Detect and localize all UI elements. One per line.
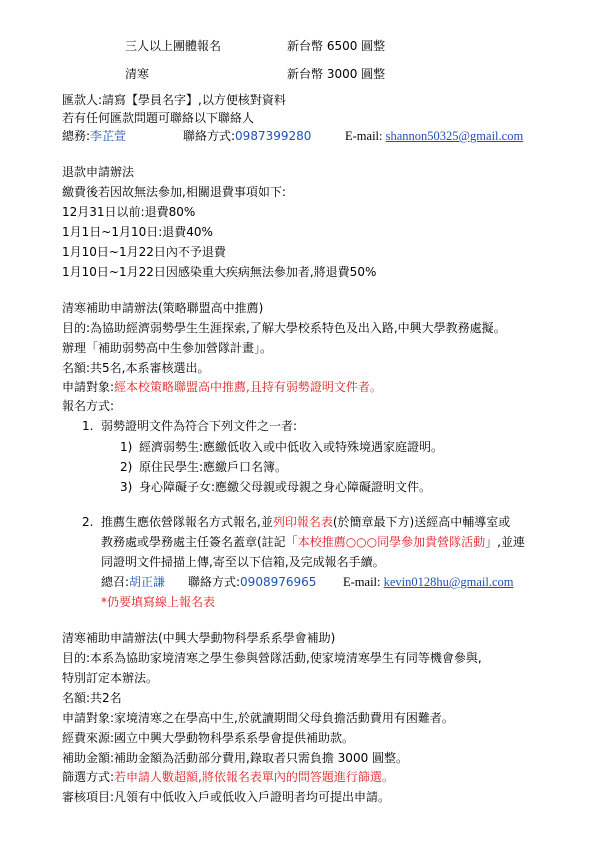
phone-prefix: 聯絡方式: xyxy=(188,575,241,589)
remit-email xyxy=(345,130,523,143)
contact-name: 胡正謙 xyxy=(129,575,166,589)
subsidy2-review: 審核項目:凡領有中低收入戶或低收入戶證明者均可提出申請。 xyxy=(62,790,391,804)
text-segment: 推薦生應依營隊報名方式報名,並 xyxy=(101,515,273,529)
refund-title: 退款申請辦法 xyxy=(62,165,135,179)
poor-fee-price: 新台幣 3000 圓整 xyxy=(287,67,386,81)
subsidy1-purpose: 目的:為協助經濟弱勢學生生涯探索,了解大學校系特色及出入路,中興大學教務處擬。 xyxy=(62,321,506,335)
sublist-number: 3) xyxy=(120,480,133,494)
poor-fee-label: 清寒 xyxy=(125,67,150,81)
target-value: 經本校策略聯盟高中推薦,且持有弱勢證明文件者。 xyxy=(114,380,382,394)
list-item: 弱勢證明文件為符合下列文件之一者: xyxy=(101,419,298,433)
subsidy2-amount: 補助金額:補助金額為活動部分費用,錄取者只需負擔 3000 圓整。 xyxy=(62,751,409,765)
email-prefix: E-mail: xyxy=(343,575,381,589)
phone-number: 0987399280 xyxy=(235,129,312,143)
sublist-item: 經濟弱勢生:應繳低收入或中低收入或特殊境遇家庭證明。 xyxy=(139,440,444,454)
subsidy1-contact xyxy=(101,576,165,588)
sublist-item: 原住民學生:應繳戶口名簿。 xyxy=(139,460,288,474)
list-number: 2. xyxy=(82,515,94,529)
text-segment: 」,並連 xyxy=(485,535,525,549)
email-prefix: E-mail: xyxy=(345,129,383,143)
list-number: 1. xyxy=(82,419,94,433)
subsidy2-purpose-2: 特別訂定本辦法。 xyxy=(62,671,159,685)
list-item-line xyxy=(101,516,510,528)
text-segment: 教務處或學務處主任簽名蓋章(註記「 xyxy=(101,535,298,549)
subsidy1-note: *仍要填寫線上報名表 xyxy=(101,595,216,609)
list-item-line xyxy=(101,536,525,548)
subsidy1-program: 辦理「補助弱勢高中生參加營隊計畫」。 xyxy=(62,341,273,355)
subsidy1-method-title: 報名方式: xyxy=(62,399,115,413)
email-link[interactable]: kevin0128hu@gmail.com xyxy=(383,575,514,589)
remit-contact-row xyxy=(62,130,126,142)
contact-prefix: 總務: xyxy=(62,129,91,143)
list-item-line: 同證明文件掃描上傳,寄至以下信箱,及完成報名手續。 xyxy=(101,555,385,569)
subsidy2-title: 清寒補助申請辦法(中興大學動物科學系系學會補助) xyxy=(62,631,336,645)
contact-name: 李芷萱 xyxy=(90,129,127,143)
text-segment: (於簡章最下方)送經高中輔導室或 xyxy=(332,515,511,529)
subsidy1-phone xyxy=(188,576,316,588)
refund-item: 1月10日~1月22日內不予退費 xyxy=(62,245,226,259)
print-form-highlight: 列印報名表 xyxy=(272,515,333,529)
subsidy1-quota: 名額:共5名,本系審核選出。 xyxy=(62,361,210,375)
recommend-note-highlight: 本校推薦○○○同學參加貴營隊活動 xyxy=(297,535,486,549)
subsidy2-quota: 名額:共2名 xyxy=(62,691,122,705)
remit-line-1: 匯款人:請寫【學員名字】,以方便核對資料 xyxy=(62,93,286,107)
subsidy2-target: 申請對象:家境清寒之在學高中生,於就讀期間父母負擔活動費用有困難者。 xyxy=(62,711,454,725)
target-label: 申請對象: xyxy=(62,380,115,394)
subsidy1-target xyxy=(62,381,382,393)
screening-value: 若申請人數超額,將依報名表單內的問答題進行篩選。 xyxy=(114,770,394,784)
sublist-number: 1) xyxy=(120,440,133,454)
remit-line-2: 若有任何匯款問題可聯絡以下聯絡人 xyxy=(62,111,255,125)
refund-item: 1月1日~1月10日:退費40% xyxy=(62,225,213,239)
refund-item: 12月31日以前:退費80% xyxy=(62,205,196,219)
phone-number: 0908976965 xyxy=(240,575,317,589)
sublist-item: 身心障礙子女:應繳父母親或母親之身心障礙證明文件。 xyxy=(139,480,432,494)
group-fee-price: 新台幣 6500 圓整 xyxy=(287,39,386,53)
subsidy2-purpose-1: 目的:本系為協助家境清寒之學生參與營隊活動,使家境清寒學生有同等機會參與, xyxy=(62,651,482,665)
contact-prefix: 總召: xyxy=(101,575,130,589)
phone-prefix: 聯絡方式: xyxy=(183,129,236,143)
refund-item: 1月10日~1月22日因感染重大疾病無法參加者,將退費50% xyxy=(62,265,377,279)
group-fee-label: 三人以上團體報名 xyxy=(125,39,222,53)
remit-phone xyxy=(183,130,311,142)
email-link[interactable]: shannon50325@gmail.com xyxy=(385,129,524,143)
subsidy1-title: 清寒補助申請辦法(策略聯盟高中推薦) xyxy=(62,301,264,315)
refund-intro: 繳費後若因故無法參加,相關退費事項如下: xyxy=(62,185,286,199)
subsidy1-email xyxy=(343,576,514,589)
sublist-number: 2) xyxy=(120,460,133,474)
subsidy2-screening xyxy=(62,771,394,783)
screening-label: 篩選方式: xyxy=(62,770,115,784)
subsidy2-source: 經費來源:國立中興大學動物科學系系學會提供補助款。 xyxy=(62,731,355,745)
